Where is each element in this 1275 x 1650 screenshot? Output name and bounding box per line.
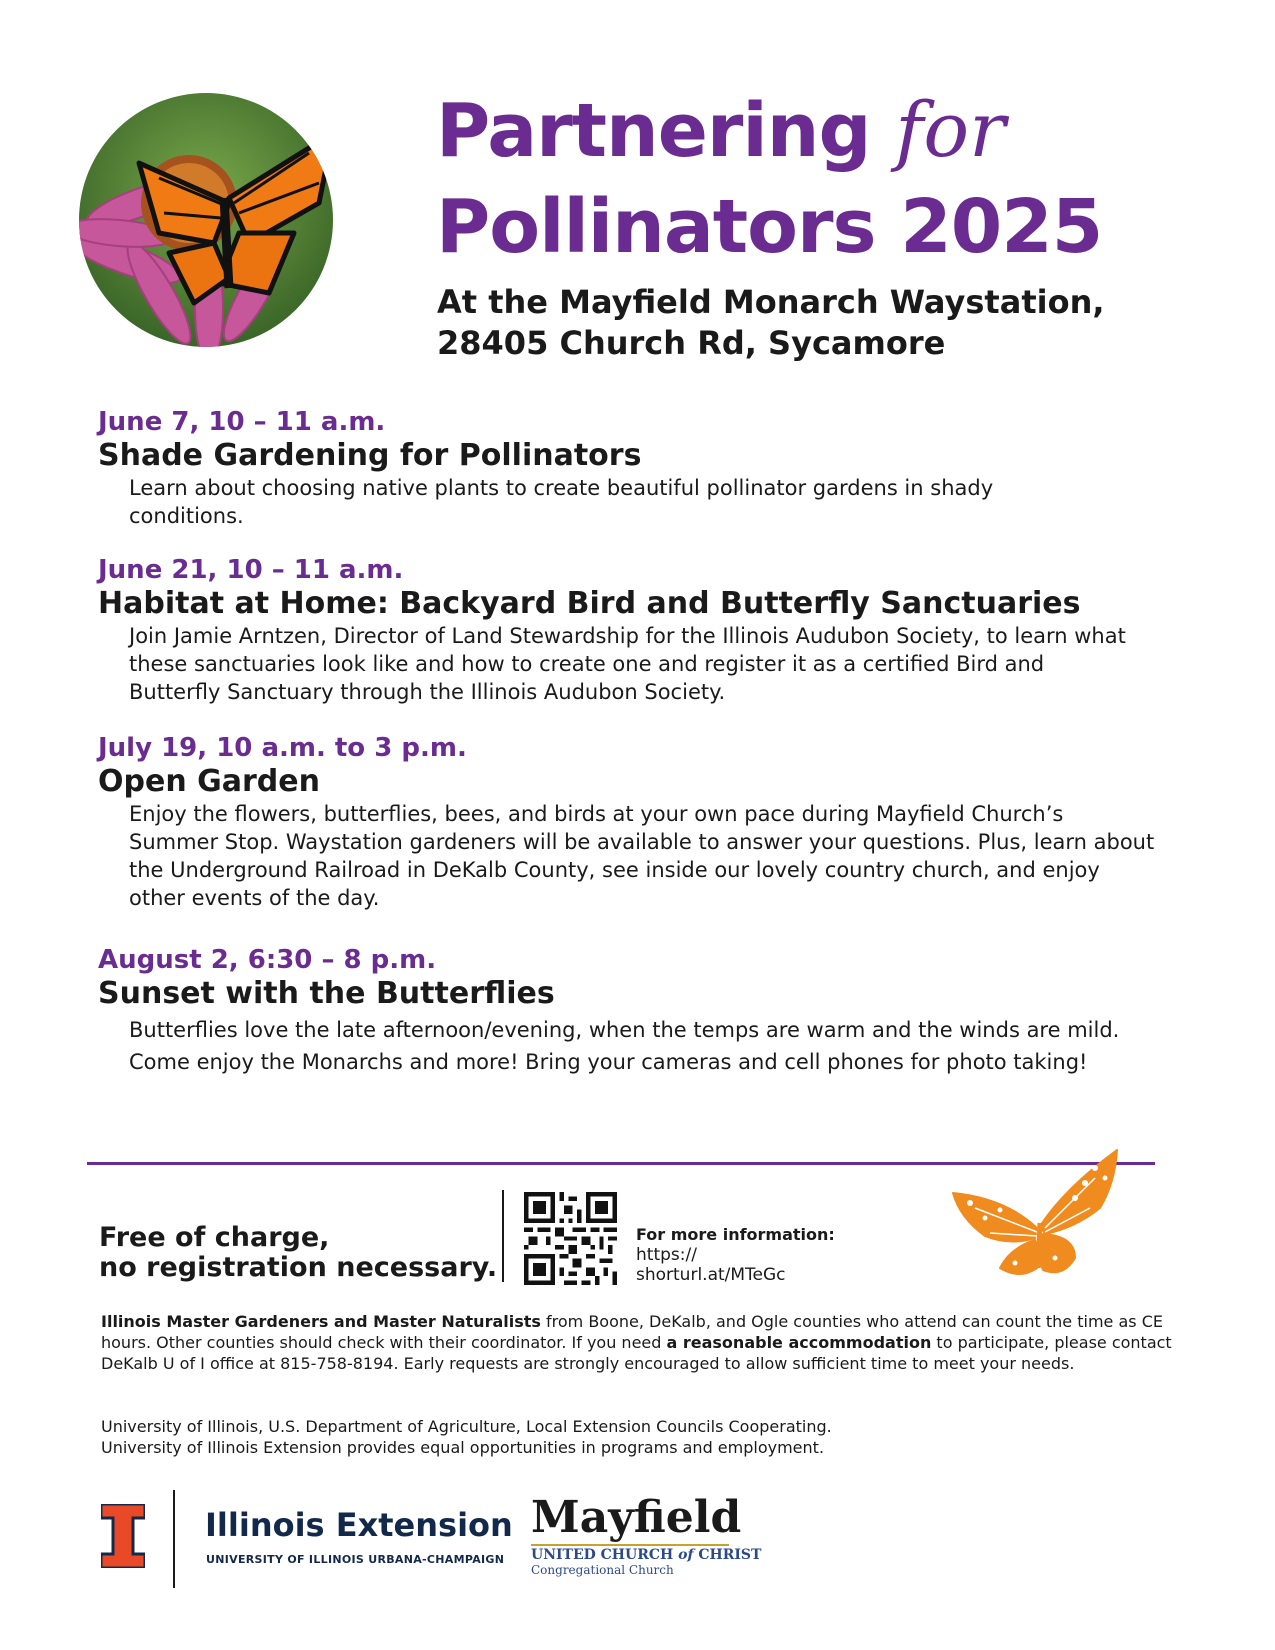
equal-opportunity-statement: University of Illinois Extension provides equal opportunities in programs and employment. [101,1438,825,1457]
location-line-1: At the Mayfield Monarch Waystation, [437,283,1105,321]
title-word-partnering: Partnering [436,88,871,174]
ucc-part-2: CHRIST [693,1547,762,1563]
qr-code-icon[interactable] [524,1192,617,1285]
illinois-extension-logo-subtitle: UNIVERSITY OF ILLINOIS URBANA-CHAMPAIGN [206,1553,505,1566]
mayfield-logo-rule [531,1544,729,1546]
free-notice-line-2: no registration necessary. [99,1252,498,1283]
event-title: Habitat at Home: Backyard Bird and Butterfly Sanctuaries [98,586,1081,621]
more-info-label: For more information: [636,1225,835,1244]
more-info-url-line-1[interactable]: https:// [636,1245,697,1265]
accommodation-phrase: a reasonable accommodation [666,1333,932,1352]
more-info-url-line-2[interactable]: shorturl.at/MTeGc [636,1265,786,1285]
event-description: Join Jamie Arntzen, Director of Land Stewardship for the Illinois Audubon Society, to learn what these sanctuaries look like and how to create one and register it as a certified Bird and Butterfly Sanctuary through the Illinois Audubon Society. [129,624,1126,704]
monarch-butterfly-photo [79,93,333,347]
page-title-line-2: Pollinators 2025 [436,184,1103,270]
vertical-divider [502,1190,504,1282]
event-description: Enjoy the flowers, butterflies, bees, and birds at your own pace during Mayfield Church’s Summer Stop. Waystation gardeners will be available to answer your questions. Plus, learn about the Underground Railroad in DeKalb County, see inside our lovely country church, and enjoy other events of the day. [129,802,1155,910]
mayfield-logo-name: Mayfield [531,1492,742,1543]
event-title: Shade Gardening for Pollinators [98,438,642,473]
illinois-extension-logo-name: Illinois Extension [205,1506,513,1544]
mayfield-logo-denomination [531,1547,761,1563]
event-item [98,732,1188,912]
ucc-part-1: UNITED CHURCH [531,1547,679,1563]
ucc-part-of: of [678,1547,694,1563]
event-date: July 19, 10 a.m. to 3 p.m. [98,733,467,763]
event-description: Learn about choosing native plants to create beautiful pollinator gardens in shady conditions. [129,476,994,528]
butterfly-icon [945,1148,1125,1280]
illinois-block-i-logo [101,1504,145,1568]
ce-hours-notice-text-1: from Boone, DeKalb, and Ogle counties who attend can count the time as CE hours. Other counties should check with their coordinator. If you need [101,1312,1163,1352]
cooperating-statement: University of Illinois, U.S. Department of Agriculture, Local Extension Councils Cooperating. [101,1417,832,1436]
event-item [98,944,1188,1078]
logo-divider [173,1490,175,1588]
event-item [98,554,1188,706]
event-title: Open Garden [98,764,320,799]
page-title-line-1 [436,85,1006,174]
event-date: June 7, 10 – 11 a.m. [98,407,386,437]
ce-hours-notice-text-2: to participate, please contact DeKalb U of I office at 815-758-8194. Early requests are strongly encouraged to allow sufficient time to meet your needs. [101,1333,1172,1373]
title-word-for: for [895,85,1006,174]
event-date: June 21, 10 – 11 a.m. [98,555,404,585]
event-title: Sunset with the Butterflies [98,976,555,1011]
mayfield-logo-congregational: Congregational Church [531,1563,674,1577]
event-description: Butterflies love the late afternoon/evening, when the temps are warm and the winds are mild. Come enjoy the Monarchs and more! Bring your cameras and cell phones for photo taking! [129,1018,1120,1074]
equal-opportunity-notice [101,1416,1191,1458]
more-info [636,1225,835,1285]
ce-hours-notice-audience: Illinois Master Gardeners and Master Naturalists [101,1312,541,1331]
free-notice-line-1: Free of charge, [99,1222,330,1253]
ce-hours-notice [101,1311,1191,1374]
free-notice [99,1223,497,1283]
event-date: August 2, 6:30 – 8 p.m. [98,945,437,975]
event-item [98,406,1188,530]
location-line-2: 28405 Church Rd, Sycamore [437,324,946,362]
